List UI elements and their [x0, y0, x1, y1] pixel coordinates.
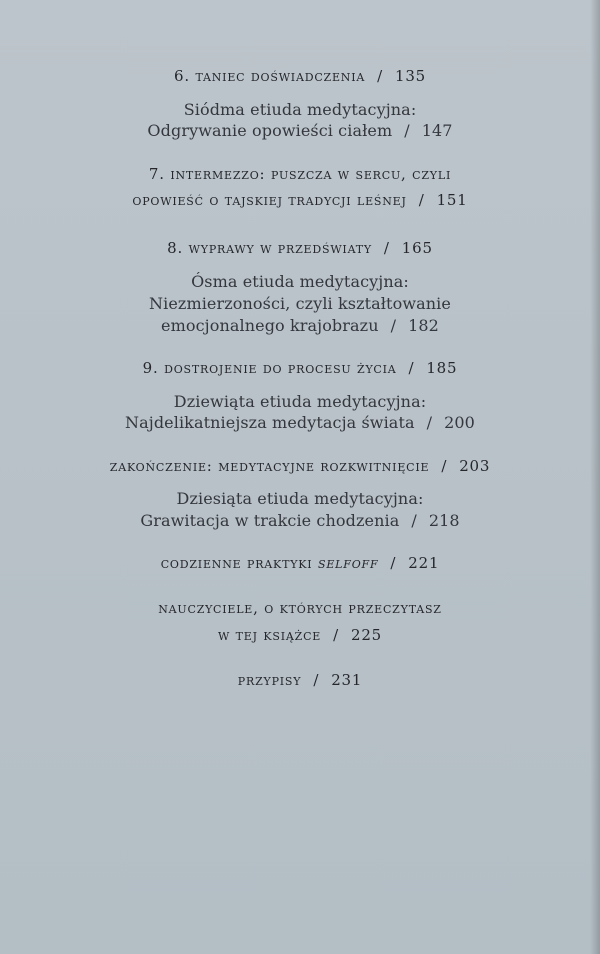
toc-title: Dziesiąta etiuda medytacyjna:: [176, 489, 424, 508]
toc-page-number: 185: [426, 359, 458, 377]
toc-page-number: 218: [428, 511, 460, 530]
toc-title: emocjonalnego krajobrazu: [161, 316, 379, 335]
toc-entry-teachers: [0, 598, 600, 618]
toc-separator: /: [390, 554, 397, 572]
toc-subentry: [0, 100, 600, 120]
toc-separator: /: [418, 191, 425, 209]
toc-title: codzienne praktyki: [160, 554, 313, 572]
toc-subentry: [0, 511, 600, 531]
toc-separator: /: [411, 511, 417, 530]
toc-title: Najdelikatniejsza medytacja świata: [125, 413, 415, 432]
toc-title: Niezmierzoności, czyli kształtowanie: [149, 294, 451, 313]
toc-page-number: 225: [350, 626, 383, 644]
toc-separator: /: [313, 671, 320, 689]
toc-entry-conclusion: [0, 456, 600, 476]
toc-title: w tej książce: [217, 626, 322, 644]
toc-page-number: 147: [421, 121, 453, 140]
toc-title: przypisy: [237, 671, 302, 689]
toc-separator: /: [441, 457, 448, 475]
toc-title: zakończenie: medytacyjne rozkwitnięcie: [109, 457, 430, 475]
toc-subentry: [0, 489, 600, 509]
toc-entry-notes: [0, 670, 600, 690]
toc-title: Siódma etiuda medytacyjna:: [183, 100, 417, 119]
toc-separator: /: [408, 359, 415, 377]
toc-title: 6. taniec doświadczenia: [173, 67, 366, 85]
toc-title: 7. intermezzo: puszcza w sercu, czyli: [148, 165, 452, 183]
toc-entry-chapter-7-cont: [0, 190, 600, 210]
toc-subentry: [0, 316, 600, 336]
toc-title: nauczyciele, o których przeczytasz: [158, 599, 442, 617]
toc-separator: /: [333, 626, 339, 644]
toc-page-number: 200: [444, 413, 475, 432]
toc-entry-chapter-7: [0, 164, 600, 184]
toc-separator: /: [390, 316, 397, 335]
toc-subentry: [0, 294, 600, 314]
toc-entry-teachers-cont: [0, 625, 600, 645]
toc-title: Grawitacja w trakcie chodzenia: [140, 511, 400, 530]
toc-title: 9. dostrojenie do procesu życia: [142, 359, 397, 377]
toc-page-number: 151: [436, 191, 468, 209]
toc-entry-daily-practices: [0, 553, 600, 573]
toc-entry-chapter-6: [0, 66, 600, 86]
toc-separator: /: [383, 239, 390, 257]
toc-title: opowieść o tajskiej tradycji leśnej: [132, 191, 407, 209]
toc-title: 8. wyprawy w przedświaty: [167, 239, 372, 257]
toc-page-number: 135: [394, 67, 427, 85]
toc-separator: /: [426, 413, 433, 432]
toc-separator: /: [377, 67, 383, 85]
toc-subentry: [0, 272, 600, 292]
toc-title-italic: selfoff: [318, 554, 379, 572]
toc-separator: /: [404, 121, 410, 140]
toc-page-number: 165: [401, 239, 433, 257]
toc-subentry: [0, 392, 600, 412]
toc-subentry: [0, 121, 600, 141]
toc-title: Ósma etiuda medytacyjna:: [191, 272, 409, 291]
toc-subentry: [0, 413, 600, 433]
toc-entry-chapter-8: [0, 238, 600, 258]
toc-page-number: 231: [331, 671, 363, 689]
toc-page-number: 182: [408, 316, 439, 335]
toc-title: Odgrywanie opowieści ciałem: [147, 121, 393, 140]
toc-entry-chapter-9: [0, 358, 600, 378]
toc-title: Dziewiąta etiuda medytacyjna:: [173, 392, 427, 411]
toc-page-number: 203: [459, 457, 491, 475]
toc-page-number: 221: [408, 554, 440, 572]
page-edge-shadow: [590, 0, 600, 954]
